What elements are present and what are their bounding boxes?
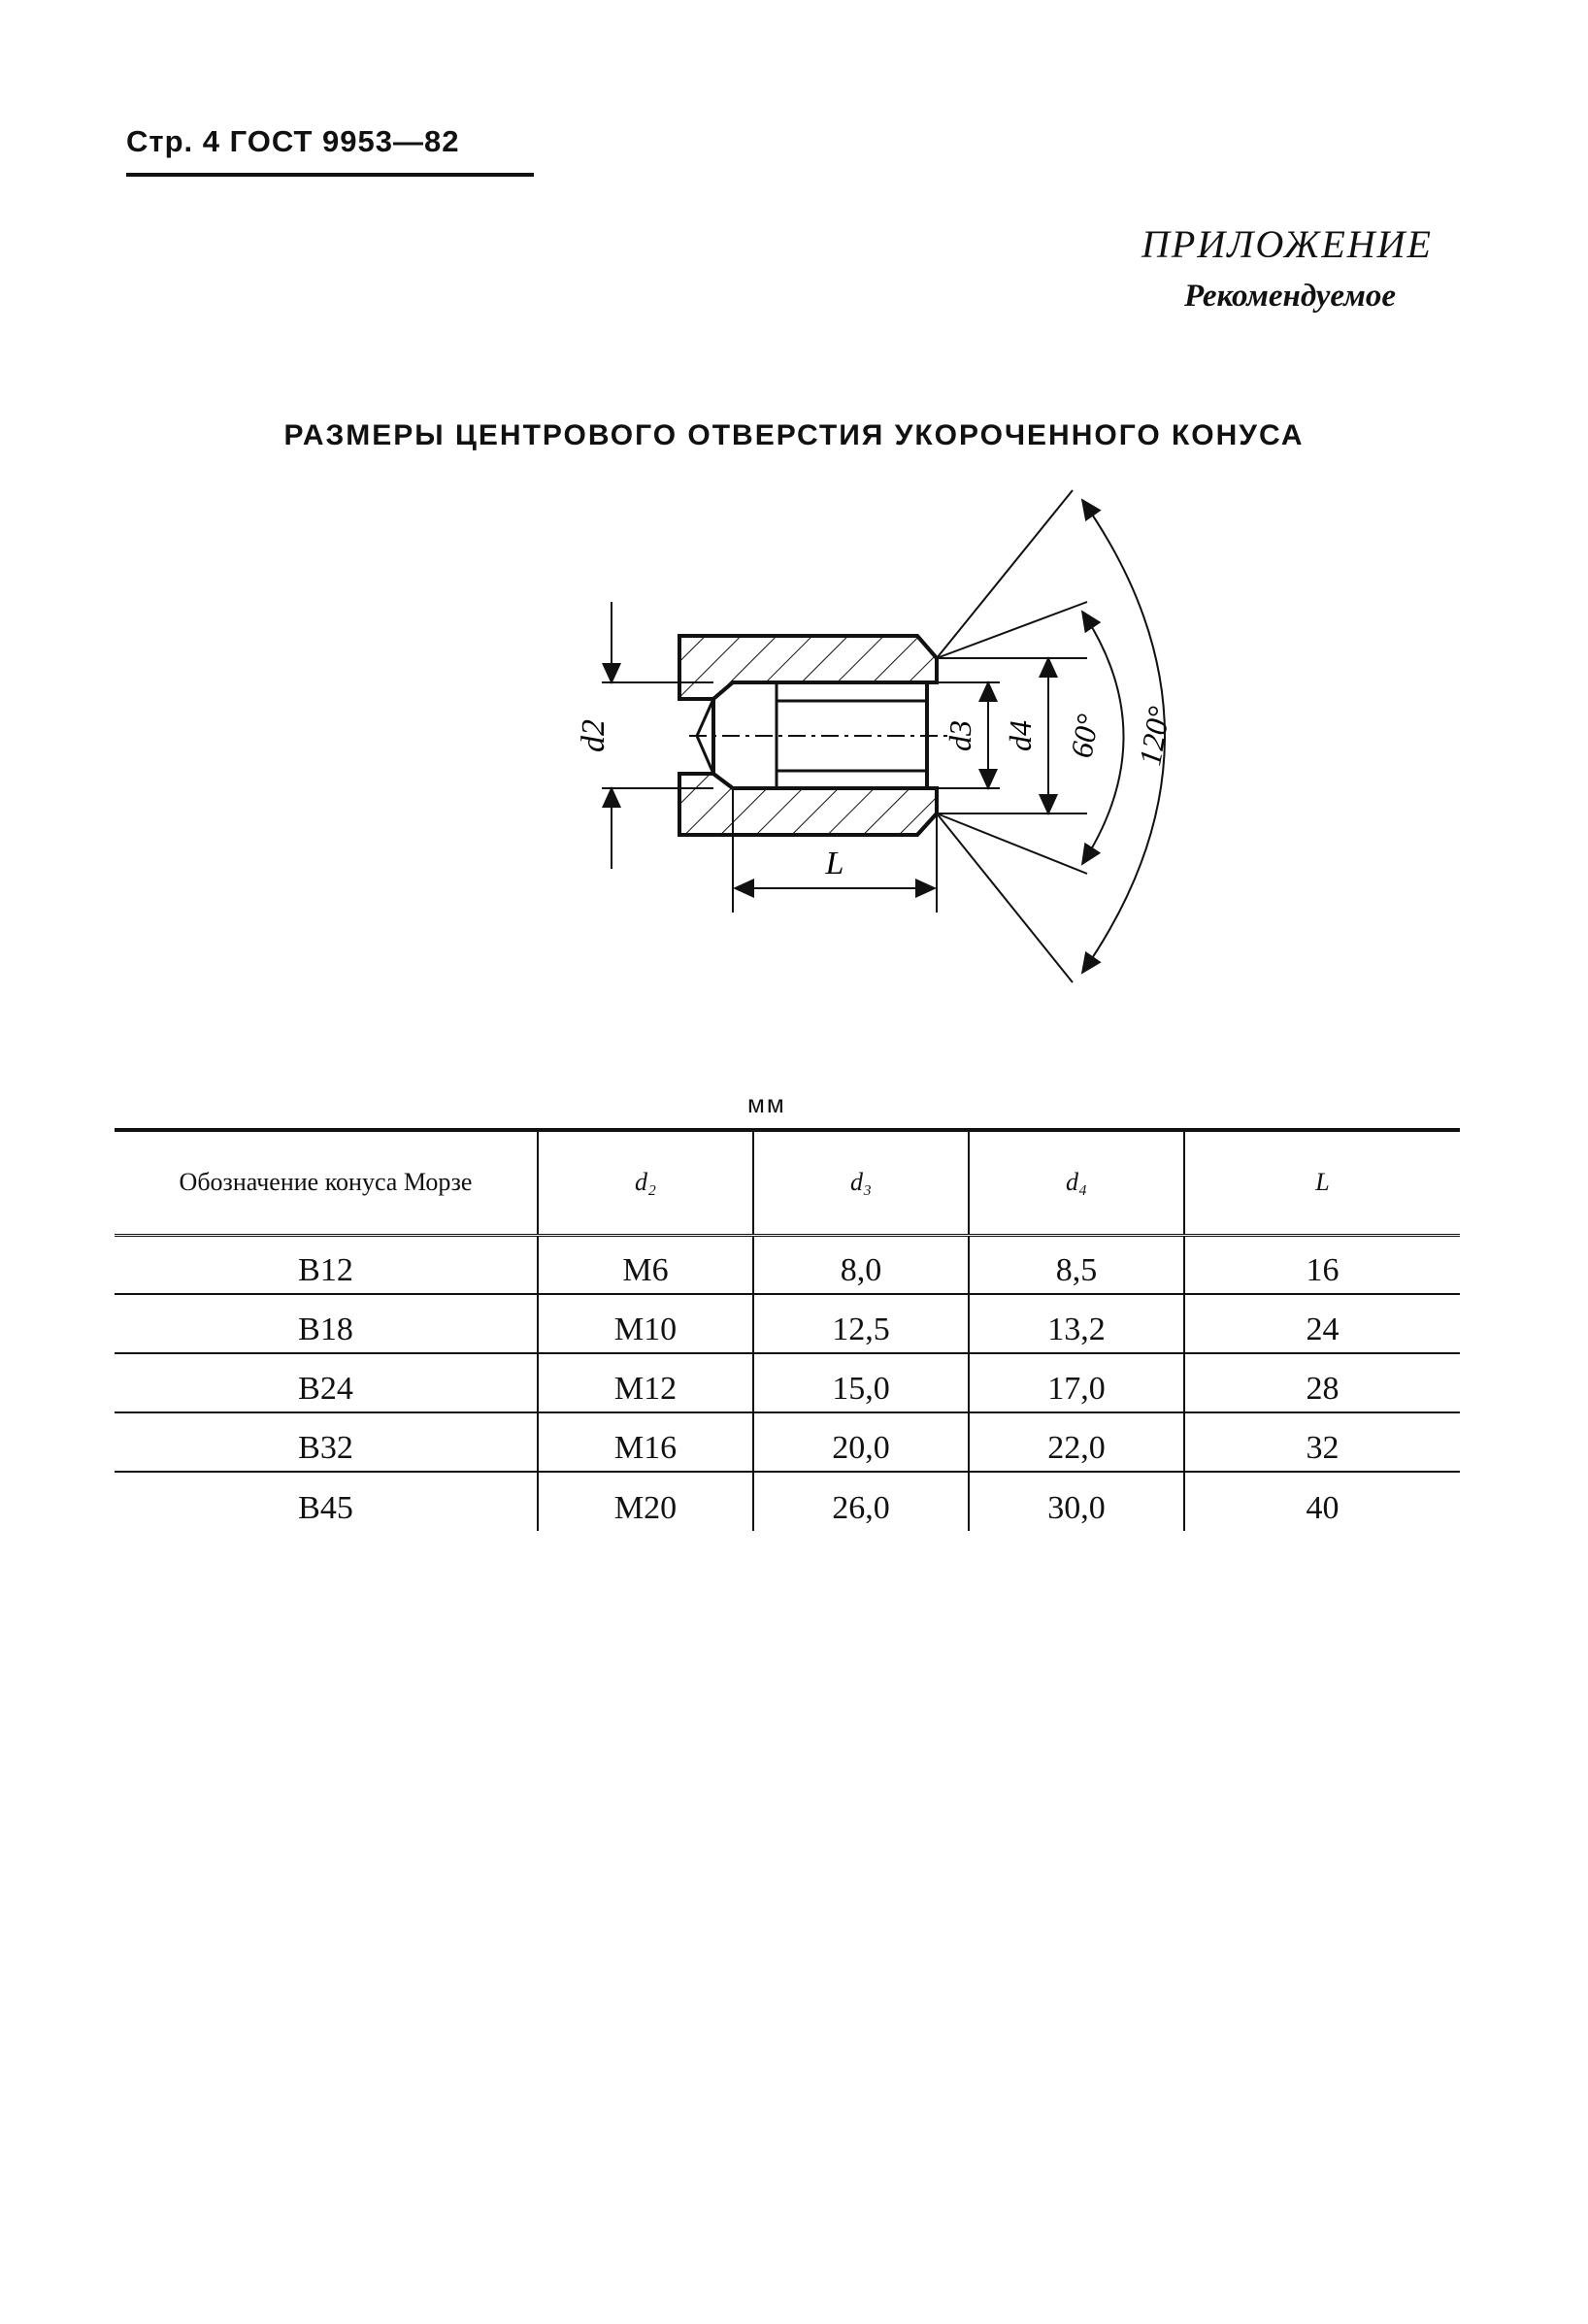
table-row xyxy=(115,1235,1460,1294)
cell-d2: M12 xyxy=(538,1353,753,1412)
label-60-degrees: 60° xyxy=(1063,711,1106,761)
label-d2: d2 xyxy=(576,719,612,752)
label-120-degrees: 120° xyxy=(1132,704,1177,769)
label-L: L xyxy=(825,846,844,881)
header-d2-text: d₂ xyxy=(634,1168,657,1197)
header-L-text: L xyxy=(1315,1168,1330,1197)
table-row xyxy=(115,1412,1460,1472)
document-title: РАЗМЕРЫ ЦЕНТРОВОГО ОТВЕРСТИЯ УКОРОЧЕННОГО КОНУСА xyxy=(283,419,1305,451)
header-d3-text: d₃ xyxy=(849,1168,873,1197)
header-d4 xyxy=(969,1130,1184,1235)
cell-d2: M20 xyxy=(538,1472,753,1531)
cell-L: 24 xyxy=(1184,1294,1460,1353)
label-d4: d4 xyxy=(1003,720,1038,751)
cell-d2: M16 xyxy=(538,1412,753,1472)
cell-L: 40 xyxy=(1184,1472,1460,1531)
dimensions-table xyxy=(115,1128,1460,1531)
header-d3 xyxy=(753,1130,969,1235)
cell-designation: B32 xyxy=(115,1412,538,1472)
cell-L: 16 xyxy=(1184,1235,1460,1294)
header-L xyxy=(1184,1130,1460,1235)
cell-d4: 17,0 xyxy=(969,1353,1184,1412)
cell-d2: M10 xyxy=(538,1294,753,1353)
table-row xyxy=(115,1294,1460,1353)
cell-designation: B18 xyxy=(115,1294,538,1353)
cell-designation: B24 xyxy=(115,1353,538,1412)
cell-d3: 26,0 xyxy=(753,1472,969,1531)
cell-d3: 15,0 xyxy=(753,1353,969,1412)
appendix-subtitle: Рекомендуемое xyxy=(1183,279,1396,314)
cell-d3: 8,0 xyxy=(753,1235,969,1294)
header-d2 xyxy=(538,1130,753,1235)
cell-L: 32 xyxy=(1184,1412,1460,1472)
header-d4-text: d₄ xyxy=(1065,1168,1088,1197)
cell-L: 28 xyxy=(1184,1353,1460,1412)
cell-d3: 12,5 xyxy=(753,1294,969,1353)
cell-designation: B45 xyxy=(298,1490,353,1526)
table-header-row xyxy=(115,1130,1460,1235)
table-row xyxy=(115,1353,1460,1412)
page-header: Стр. 4 ГОСТ 9953—82 xyxy=(126,124,460,158)
header-rule xyxy=(126,173,534,177)
units-label: мм xyxy=(747,1089,786,1118)
appendix-title: ПРИЛОЖЕНИЕ xyxy=(1141,222,1433,266)
cell-d3: 20,0 xyxy=(753,1412,969,1472)
cell-d4: 13,2 xyxy=(969,1294,1184,1353)
header-cone-designation: Обозначение конуса Морзе xyxy=(179,1168,473,1197)
cell-d4: 30,0 xyxy=(969,1472,1184,1531)
cell-designation: B12 xyxy=(115,1235,538,1294)
label-d3: d3 xyxy=(943,720,977,751)
table-row xyxy=(115,1472,1460,1531)
center-hole-drawing xyxy=(544,476,1204,1019)
cell-d4: 22,0 xyxy=(969,1412,1184,1472)
cell-d4: 8,5 xyxy=(969,1235,1184,1294)
cell-d2: M6 xyxy=(538,1235,753,1294)
